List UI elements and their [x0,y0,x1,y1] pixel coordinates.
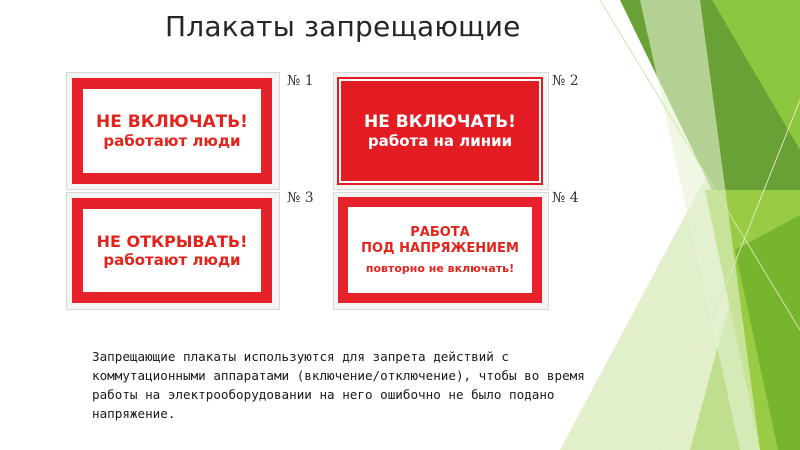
poster-4-line-1: РАБОТА [410,225,470,241]
poster-4-number: № 4 [552,190,579,206]
poster-4 [338,197,542,303]
poster-1-number: № 1 [287,73,314,89]
page-title: Плакаты запрещающие [165,10,521,43]
poster-3-line-1: НЕ ОТКРЫВАТЬ! [96,231,248,251]
poster-4-line-3: повторно не включать! [365,261,515,275]
poster-1 [72,78,272,184]
description-text: Запрещающие плакаты используются для запрета действий с коммутационными аппаратами (включение/отключение), чтобы во время работы на электрооборудовании на него ошибочно не было подано напряжение. [92,349,585,421]
poster-2-number: № 2 [552,73,579,89]
poster-2 [339,79,541,183]
poster-3 [72,198,272,303]
poster-2-line-2: работа на линии [367,132,513,151]
poster-1-line-1: НЕ ВКЛЮЧАТЬ! [96,111,248,132]
poster-1-line-2: работают люди [103,132,241,151]
poster-3-number: № 3 [287,190,314,206]
poster-4-line-2: ПОД НАПРЯЖЕНИЕМ [361,240,519,256]
poster-3-line-2: работают люди [103,251,241,270]
poster-2-line-1: НЕ ВКЛЮЧАТЬ! [364,111,516,132]
